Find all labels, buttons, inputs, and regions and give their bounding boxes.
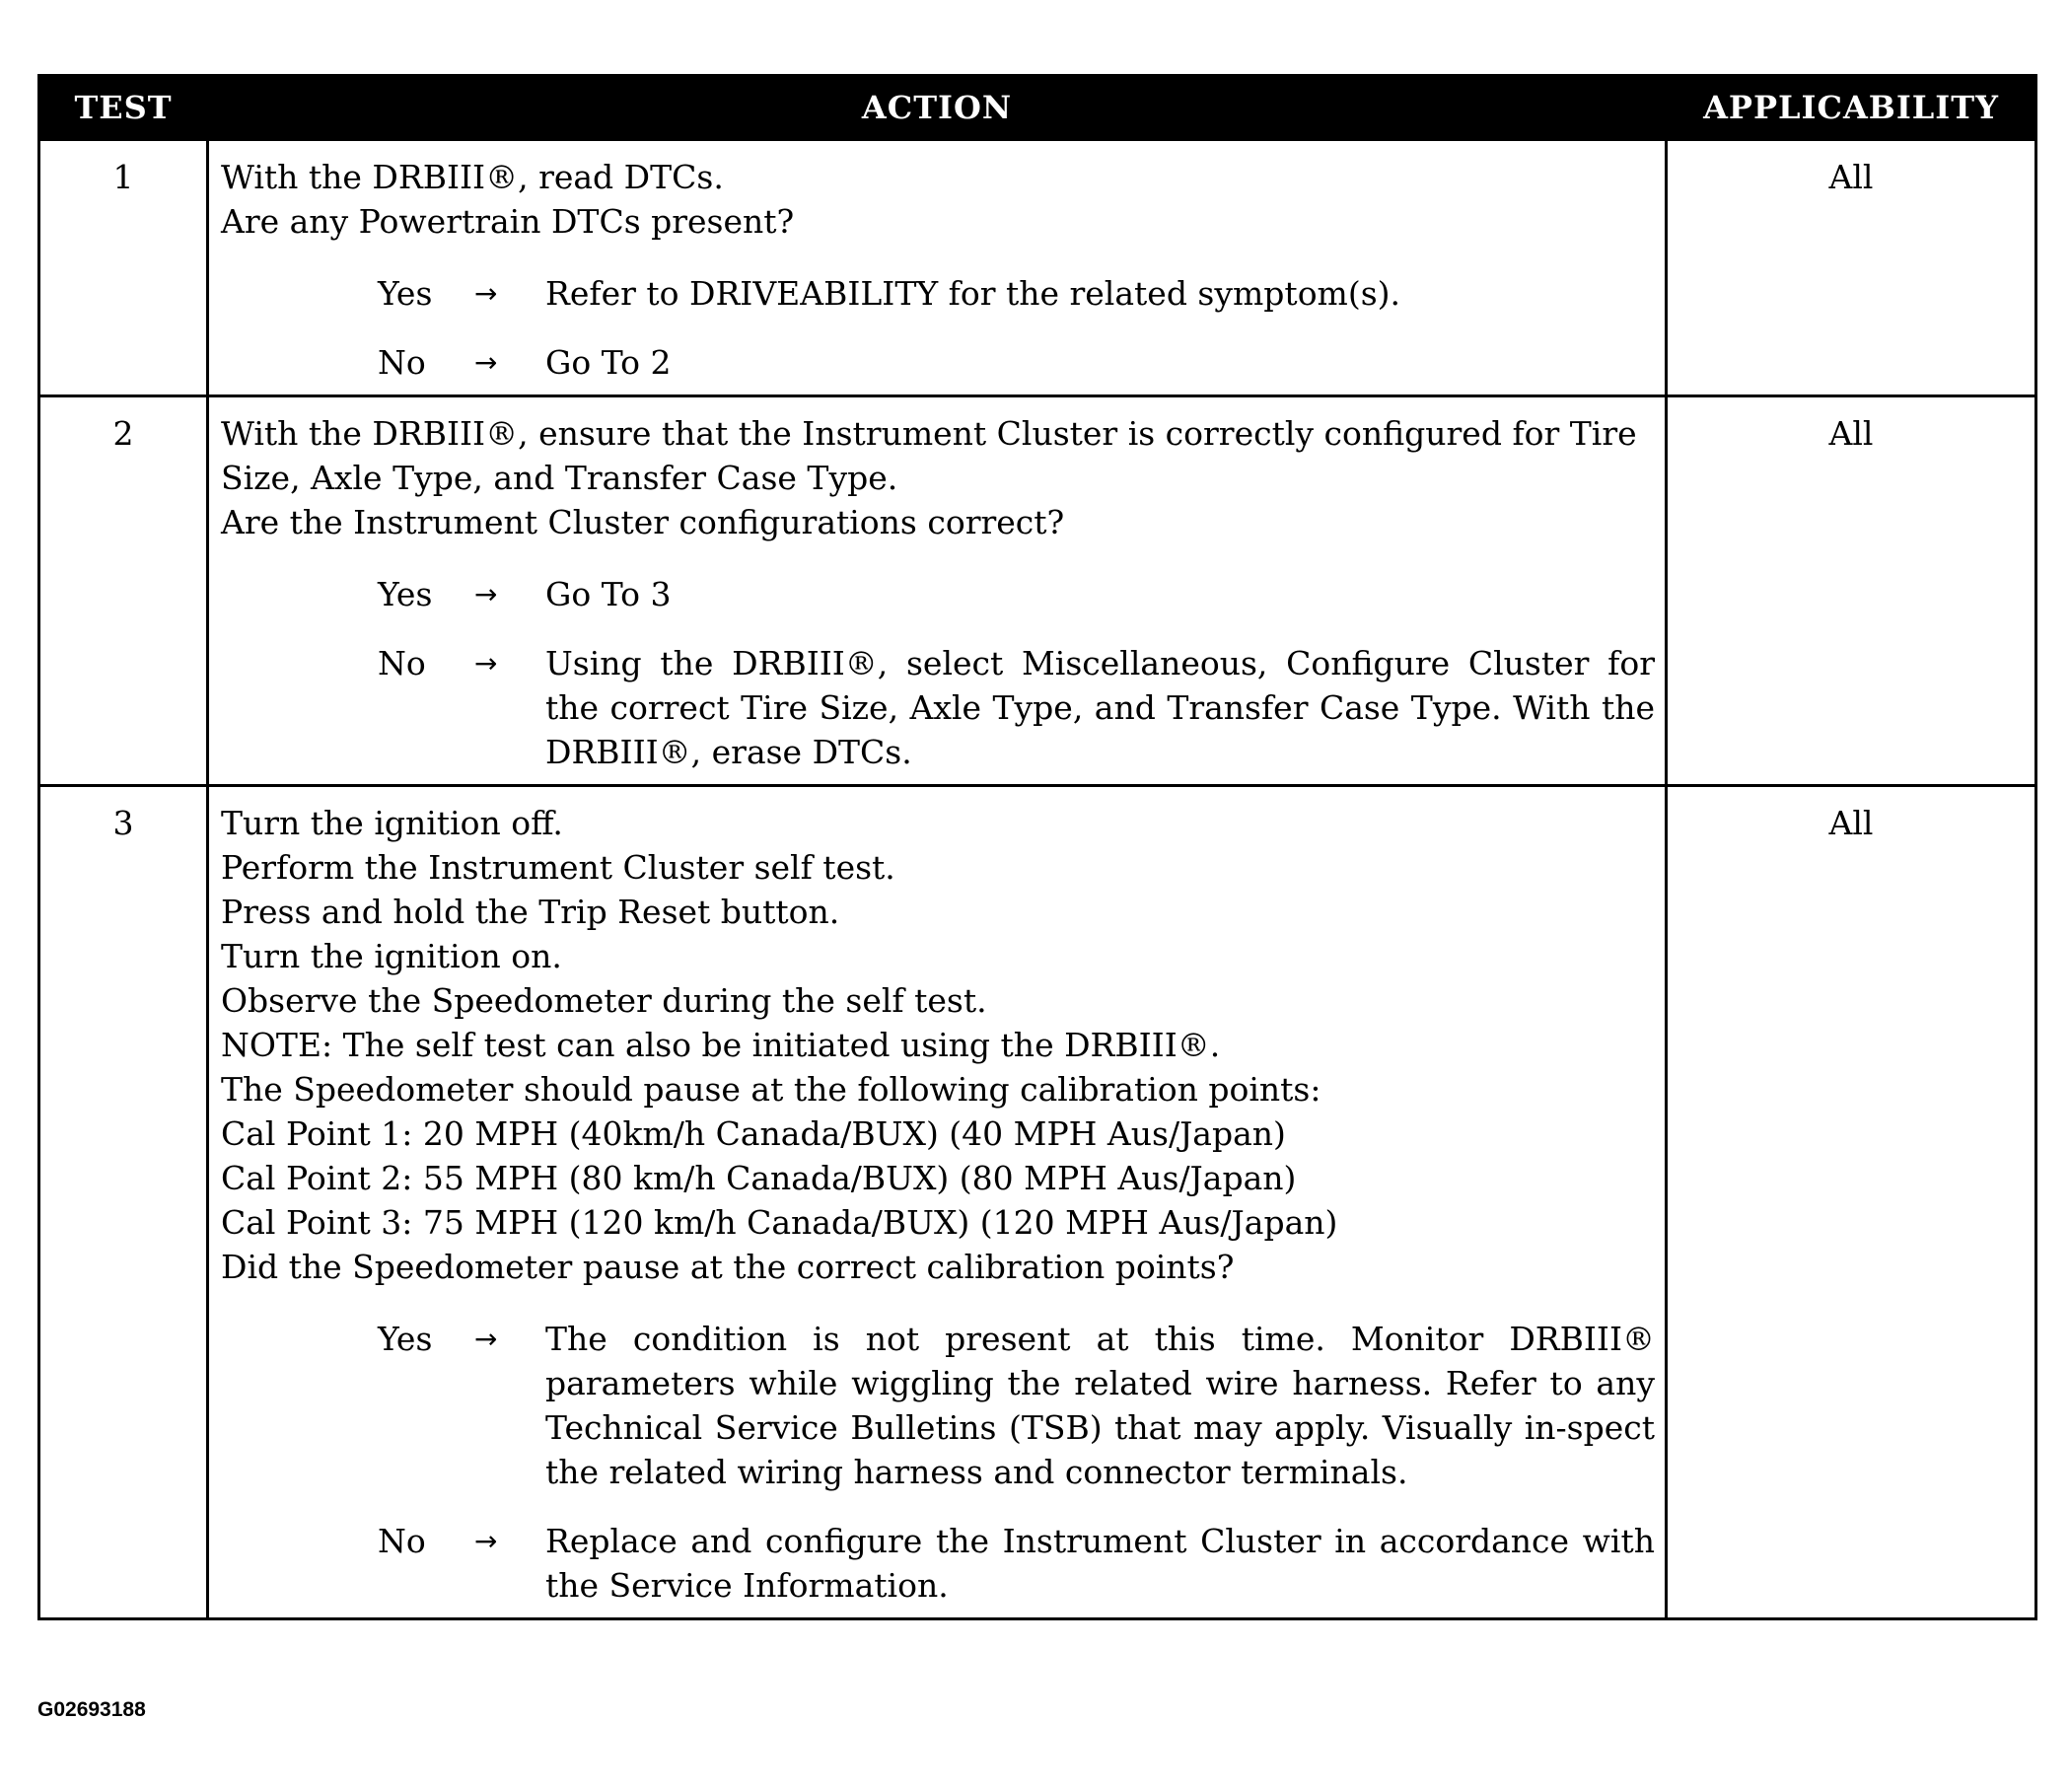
outcome-list — [221, 1317, 1655, 1608]
outcome-result: Using the DRBIII®, select Miscellaneous, Configure Cluster for the correct Tire Size, Axle Type, and Transfer Case Type. With the DRBIII®, erase DTCs. — [545, 644, 1655, 771]
outcome-item — [221, 641, 1655, 774]
diagnostic-table-container — [37, 74, 2034, 1620]
header-applicability: APPLICABILITY — [1667, 76, 2036, 140]
right-arrow-icon: → — [474, 647, 498, 680]
right-arrow-icon: → — [474, 346, 498, 379]
outcome-answer: No — [378, 1522, 426, 1560]
applicability-cell: All — [1667, 396, 2036, 786]
instruction-line: Cal Point 2: 55 MPH (80 km/h Canada/BUX) (80 MPH Aus/Japan) — [221, 1159, 1297, 1197]
instruction-line: Are the Instrument Cluster configurations correct? — [221, 503, 1065, 541]
outcome-item — [221, 1317, 1655, 1494]
table-row — [39, 396, 2036, 786]
outcome-result: Replace and configure the Instrument Cluster in accordance with the Service Information. — [545, 1522, 1655, 1605]
outcome-answer: No — [378, 343, 426, 382]
outcome-item — [221, 271, 1655, 316]
instruction-line: NOTE: The self test can also be initiated using the DRBIII®. — [221, 1026, 1221, 1064]
table-header-row — [39, 76, 2036, 140]
applicability-cell: All — [1667, 140, 2036, 396]
right-arrow-icon: → — [474, 277, 498, 310]
outcome-answer: Yes — [378, 274, 433, 313]
instruction-line: Observe the Speedometer during the self test. — [221, 981, 987, 1020]
table-row — [39, 140, 2036, 396]
right-arrow-icon: → — [474, 578, 498, 610]
instruction-line: Did the Speedometer pause at the correct calibration points? — [221, 1248, 1235, 1286]
applicability-cell: All — [1667, 786, 2036, 1619]
action-cell — [208, 396, 1667, 786]
instruction-line: With the DRBIII®, ensure that the Instrument Cluster is correctly configured for Tire Size, Axle Type, and Transfer Case Type. — [221, 414, 1637, 497]
instruction-line: Turn the ignition off. — [221, 804, 563, 842]
outcome-answer: Yes — [378, 575, 433, 613]
right-arrow-icon: → — [474, 1323, 498, 1355]
instruction-line: Press and hold the Trip Reset button. — [221, 893, 840, 931]
instruction-line: Perform the Instrument Cluster self test. — [221, 848, 895, 887]
action-cell — [208, 786, 1667, 1619]
outcome-list — [221, 271, 1655, 385]
instruction-line: Cal Point 1: 20 MPH (40km/h Canada/BUX) (40 MPH Aus/Japan) — [221, 1114, 1286, 1153]
action-cell — [208, 140, 1667, 396]
test-number: 2 — [39, 396, 208, 786]
table-body — [39, 140, 2036, 1619]
outcome-item — [221, 572, 1655, 616]
outcome-result: Go To 2 — [545, 343, 672, 382]
right-arrow-icon: → — [474, 1525, 498, 1557]
instruction-line: Are any Powertrain DTCs present? — [221, 202, 795, 241]
instruction-line: The Speedometer should pause at the following calibration points: — [221, 1070, 1321, 1109]
figure-id: G02693188 — [37, 1698, 146, 1721]
diagnostic-test-table — [37, 74, 2037, 1620]
header-test: TEST — [39, 76, 208, 140]
outcome-answer: Yes — [378, 1320, 433, 1358]
outcome-item — [221, 1519, 1655, 1608]
instruction-line: Turn the ignition on. — [221, 937, 562, 975]
instruction-line: With the DRBIII®, read DTCs. — [221, 158, 724, 196]
header-action: ACTION — [208, 76, 1667, 140]
test-number: 1 — [39, 140, 208, 396]
outcome-item — [221, 340, 1655, 385]
test-number: 3 — [39, 786, 208, 1619]
outcome-result: The condition is not present at this time. Monitor DRBIII® parameters while wiggling the related wire harness. Refer to any Technical Service Bulletins (TSB) that may apply. Visually in-spect the related wiring harness and connector terminals. — [545, 1320, 1655, 1491]
instruction-line: Cal Point 3: 75 MPH (120 km/h Canada/BUX) (120 MPH Aus/Japan) — [221, 1203, 1338, 1242]
outcome-answer: No — [378, 644, 426, 682]
outcome-list — [221, 572, 1655, 774]
outcome-result: Go To 3 — [545, 575, 672, 613]
outcome-result: Refer to DRIVEABILITY for the related symptom(s). — [545, 274, 1401, 313]
table-row — [39, 786, 2036, 1619]
